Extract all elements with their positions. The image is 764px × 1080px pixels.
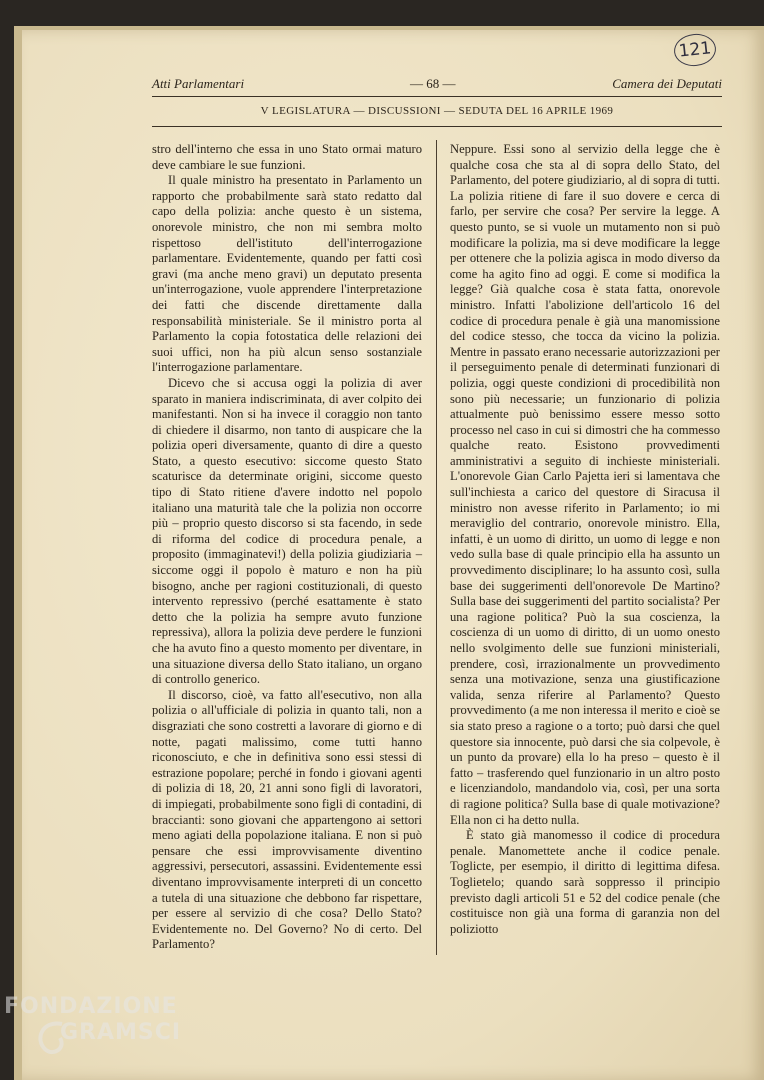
- watermark-text-line2: GRAMSCI: [60, 1020, 182, 1045]
- paragraph: Dicevo che si accusa oggi la polizia di aver sparato in maniera indiscriminata, di aver colpito dei manifestanti. Non si ha invece il coraggio non tanto di chiedere il disarmo, non tanto di auspicare che la polizia operi diversamente, quanto di dire a questo Stato, a questo esecutivo: siccome questo Stato scaturisce da determinate origini, siccome questo tipo di Stato ritiene d'avere indotto nel popolo italiano una maturità tale che la polizia non occorre più – proprio questo discorso si sta facendo, in sede di riforma del codice di procedura penale, a proposito (immaginatevi!) della polizia giudiziaria – siccome oggi il popolo è maturo e non ha più bisogno, anche per ragioni costituzionali, di questo intervento repressivo (perché esattamente è stato detto che la polizia ha sempre avuto funzione repressiva), allora la polizia deve perdere le funzioni che ha avuto fino a questo momento per diventare, in una situazione diversa dello Stato italiano, un organo di controllo generico.: [152, 375, 422, 687]
- paragraph: È stato già manomesso il codice di procedura penale. Manomettete anche il codice penale. Toglicte, per esempio, il diritto di legittima difesa. Toglietelo; quando sarà soppresso il principio previsto dagli articoli 51 e 52 del codice penale (che costituisce non già una forma di garanzia non del poliziotto: [450, 828, 720, 936]
- paragraph: Il discorso, cioè, va fatto all'esecutivo, non alla polizia o all'ufficiale di polizia in quanto tali, non a disgraziati che sono costretti a lavorare di giorno e di notte, pagati malissimo, come tutti hanno riconosciuto, e che in definitiva sono essi stessi di estrazione popolare; perché in fondo i giovani agenti di polizia di 18, 20, 21 anni sono figli di lavoratori, di impiegati, probabilmente sono figli di contadini, di braccianti: sono giovani che appartengono ai settori meno agiati della popolazione italiana. E non si può pensare che essi improvvisamente diventino aggressivi, persecutori, assassini. Evidentemente essi diventano improvvisamente interpreti di un concetto a tutela di una situazione che debbono far rispettare, per essere al servizio di che cosa? Dello Stato? Evidentemente no. Del Governo? No di certo. Del Parlamento?: [152, 687, 422, 952]
- paragraph: stro dell'interno che essa in uno Stato ormai maturo deve cambiare le sue funzioni.: [152, 142, 422, 172]
- header-page-number: — 68 —: [410, 76, 456, 91]
- running-header: [152, 74, 722, 94]
- watermark-logo: [4, 994, 204, 1074]
- header-rule-top: [152, 96, 722, 97]
- header-right: Camera dei Deputati: [612, 76, 722, 91]
- paragraph: Il quale ministro ha presentato in Parlamento un rapporto che probabilmente sarà stato redatto dal capo della polizia: anche questo è un sistema, onorevole ministro, che non mi sembra molto rispettoso dell'istituto dell'interrogazione parlamentare. Evidentemente, quando per fatti così gravi (ma anche meno gravi) un deputato presenta un'interrogazione, vuole apprendere l'interpretazione dei fatti che discende direttamente dalla responsabilità ministeriale. Se il ministro porta al Parlamento la copia fotostatica delle relazioni dei suoi uffici, non ha più alcun senso sostanziale l'interrogazione parlamentare.: [152, 173, 422, 375]
- left-column: [152, 142, 422, 953]
- session-header: V LEGISLATURA — DISCUSSIONI — SEDUTA DEL 16 APRILE 1969: [260, 105, 614, 117]
- column-divider: [436, 140, 437, 955]
- header-rule-bottom: [152, 126, 722, 127]
- watermark-text-line1: FONDAZIONE: [4, 994, 178, 1019]
- paragraph: Neppure. Essi sono al servizio della legge che è qualche cosa che sta al di sopra dello Stato, del Parlamento, del potere giudiziario, al di sopra di tutti. La polizia ritiene di fare il suo dovere e cerca di farlo, per servire che cosa? Per servire la legge. A questo punto, se si vuole un mutamento non si può modificare la polizia, ma si deve modificare la legge per ottenere che la polizia agisca in modo diverso da come ha agito fino ad oggi. E come si modifica la legge? Già qualche cosa è stata fatta, onorevole ministro. Infatti l'abolizione dell'articolo 16 del codice di procedura penale è già una manomissione del codice stesso, che tocca da vicino la polizia. Mentre in passato erano necessarie autorizzazioni per il perseguimento penale di determinati funzionari di polizia, oggi queste condizioni di procedibilità non sono più necessarie; un funzionario di polizia attualmente può benissimo essere messo sotto processo nel caso in cui si dimostri che ha commesso qualche reato. Esistono provvedimenti amministrativi a seguito di inchieste ministeriali. L'onorevole Gian Carlo Pajetta ieri si lamentava che sull'inchiesta a carico del questore di Siracusa il ministro non avesse riferito in Parlamento; io mi meraviglio del contrario, onorevole ministro. Ella, infatti, è un uomo di diritto, un uomo di legge e non vedo sulla base di quale principio ella ha assunto un provvedimento disciplinare; lo ha assunto così, sulla base dei suggerimenti dell'onorevole De Martino? Sulla base dei suggerimenti del partito socialista? Per una ragione politica? Può la sua coscienza, la coscienza di un uomo di diritto, di un uomo onesto nello svolgimento delle sue funzioni ministeriali, prendere, così, irrazionalmente un provvedimento senza una motivazione, senza una giustificazione valida, senza riferire al Parlamento? Questo provvedimento (a me non interessa il merito e cioè se sia stato preso a ragione o a torto; può darsi che quel questore sia innocente, può darsi che sia colpevole, è un punto da provare) ella lo ha preso – questo è il fatto – trasferendo quel funzionario in un altro posto e licenziandolo, mandandolo via, così, per una sorta di ragione politica? Sulla base di quale motivazione? Ella non ci ha detto nulla.: [450, 142, 720, 827]
- page-number-stamp: 121: [672, 32, 717, 68]
- right-column: [450, 142, 720, 937]
- header-left: Atti Parlamentari: [152, 76, 245, 91]
